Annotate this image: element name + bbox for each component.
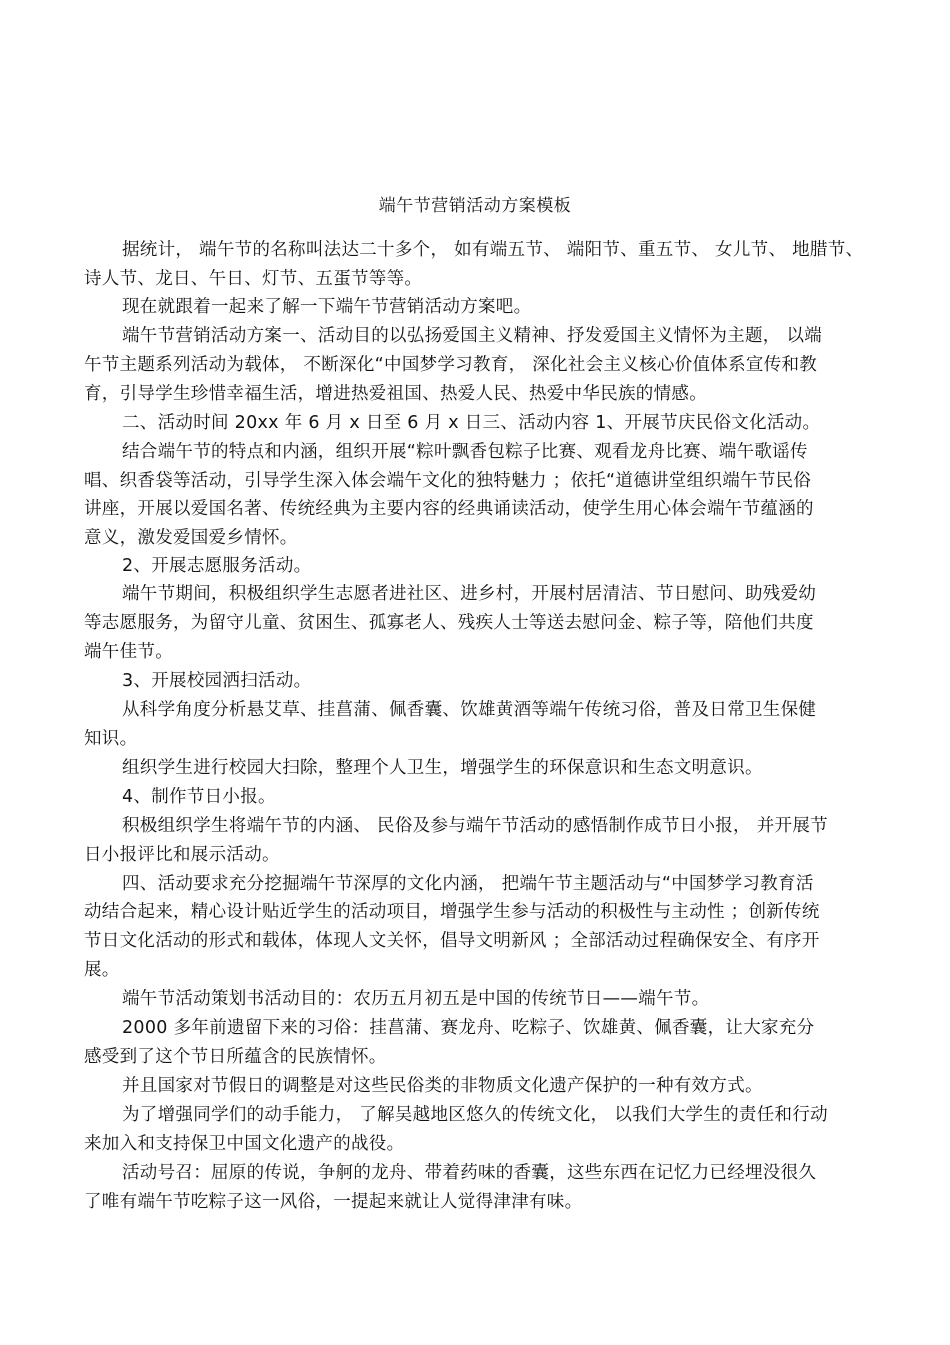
paragraph-line: 了唯有端午节吃粽子这一风俗，一提起来就让人觉得津津有味。	[84, 1192, 583, 1212]
paragraph-line: 并且国家对节假日的调整是对这些民俗类的非物质文化遗产保护的一种有效方式。	[122, 1076, 763, 1096]
paragraph-line: 2000 多年前遗留下来的习俗：挂菖蒲、赛龙舟、吃粽子、饮雄黄、佩香囊，让大家充分	[122, 1018, 815, 1038]
paragraph-line: 节日文化活动的形式和载体，体现人文关怀，倡导文明新风 ；全部活动过程确保安全、有序开	[84, 931, 820, 951]
paragraph-line: 育，引导学生珍惜幸福生活，增进热爱祖国、热爱人民、热爱中华民族的情感。	[84, 384, 707, 404]
paragraph-line: 讲座，开展以爱国名著、传统经典为主要内容的经典诵读活动，使学生用心体会端午节蕴涵的	[84, 499, 814, 519]
paragraph-line: 从科学角度分析悬艾草、挂菖蒲、佩香囊、饮雄黄酒等端午传统习俗，普及日常卫生保健	[122, 700, 817, 720]
paragraph-line: 等志愿服务，为留守儿童、贫困生、孤寡老人、残疾人士等送去慰问金、粽子等，陪他们共度	[84, 613, 814, 633]
paragraph-line: 现在就跟着一起来了解一下端午节营销活动方案吧。	[122, 297, 532, 317]
paragraph-line: 唱、织香袋等活动，引导学生深入体会端午文化的独特魅力 ；依托“道德讲堂组织端午节民俗	[84, 471, 812, 491]
paragraph-line: 据统计， 端午节的名称叫法达二十多个， 如有端五节、 端阳节、重五节、 女儿节、 地腊节、	[122, 240, 864, 260]
paragraph-line: 四、活动要求充分挖掘端午节深厚的文化内涵， 把端午节主题活动与“中国梦学习教育活	[122, 874, 814, 894]
paragraph-line: 端午节期间，积极组织学生志愿者进社区、进乡村，开展村居清洁、节日慰问、助残爱幼	[122, 584, 817, 604]
paragraph-line: 感受到了这个节日所蕴含的民族情怀。	[84, 1047, 387, 1067]
paragraph-line: 来加入和支持保卫中国文化遗产的战役。	[84, 1134, 405, 1154]
paragraph-line: 4、制作节日小报。	[122, 787, 276, 807]
paragraph-line: 端午节活动策划书活动目的：农历五月初五是中国的传统节日——端午节。	[122, 989, 710, 1009]
paragraph-line: 活动号召：屈原的传说，争舸的龙舟、带着药味的香囊，这些东西在记忆力已经埋没很久	[122, 1163, 817, 1183]
paragraph-line: 意义，激发爱国爱乡情怀。	[84, 528, 298, 548]
paragraph-line: 为了增强同学们的动手能力， 了解吴越地区悠久的传统文化， 以我们大学生的责任和行动	[122, 1105, 828, 1125]
document-title: 端午节营销活动方案模板	[378, 196, 572, 216]
paragraph-line: 端午节营销活动方案一、活动目的以弘扬爱国主义精神、抒发爱国主义情怀为主题， 以端	[122, 326, 823, 346]
paragraph-line: 端午佳节。	[84, 642, 173, 662]
paragraph-line: 3、开展校园洒扫活动。	[122, 671, 312, 691]
paragraph-line: 二、活动时间 20xx 年 6 月 x 日至 6 月 x 日三、活动内容 1、开展节庆民俗文化活动。	[122, 413, 821, 433]
paragraph-line: 组织学生进行校园大扫除，整理个人卫生，增强学生的环保意识和生态文明意识。	[122, 758, 763, 778]
paragraph-line: 知识。	[84, 729, 138, 749]
paragraph-line: 展。	[84, 960, 120, 980]
paragraph-line: 积极组织学生将端午节的内涵、 民俗及参与端午节活动的感悟制作成节日小报， 并开展节	[122, 816, 828, 836]
paragraph-line: 动结合起来，精心设计贴近学生的活动项目，增强学生参与活动的积极性与主动性 ；创新传统	[84, 902, 820, 922]
paragraph-line: 午节主题系列活动为载体， 不断深化“中国梦学习教育， 深化社会主义核心价值体系宣传和教	[84, 355, 818, 375]
paragraph-line: 结合端午节的特点和内涵，组织开展“粽叶飘香包粽子比赛、观看龙舟比赛、端午歌谣传	[122, 442, 808, 462]
paragraph-line: 诗人节、龙日、午日、灯节、五蛋节等等。	[84, 269, 423, 289]
paragraph-line: 日小报评比和展示活动。	[84, 845, 280, 865]
paragraph-line: 2、开展志愿服务活动。	[122, 556, 312, 576]
